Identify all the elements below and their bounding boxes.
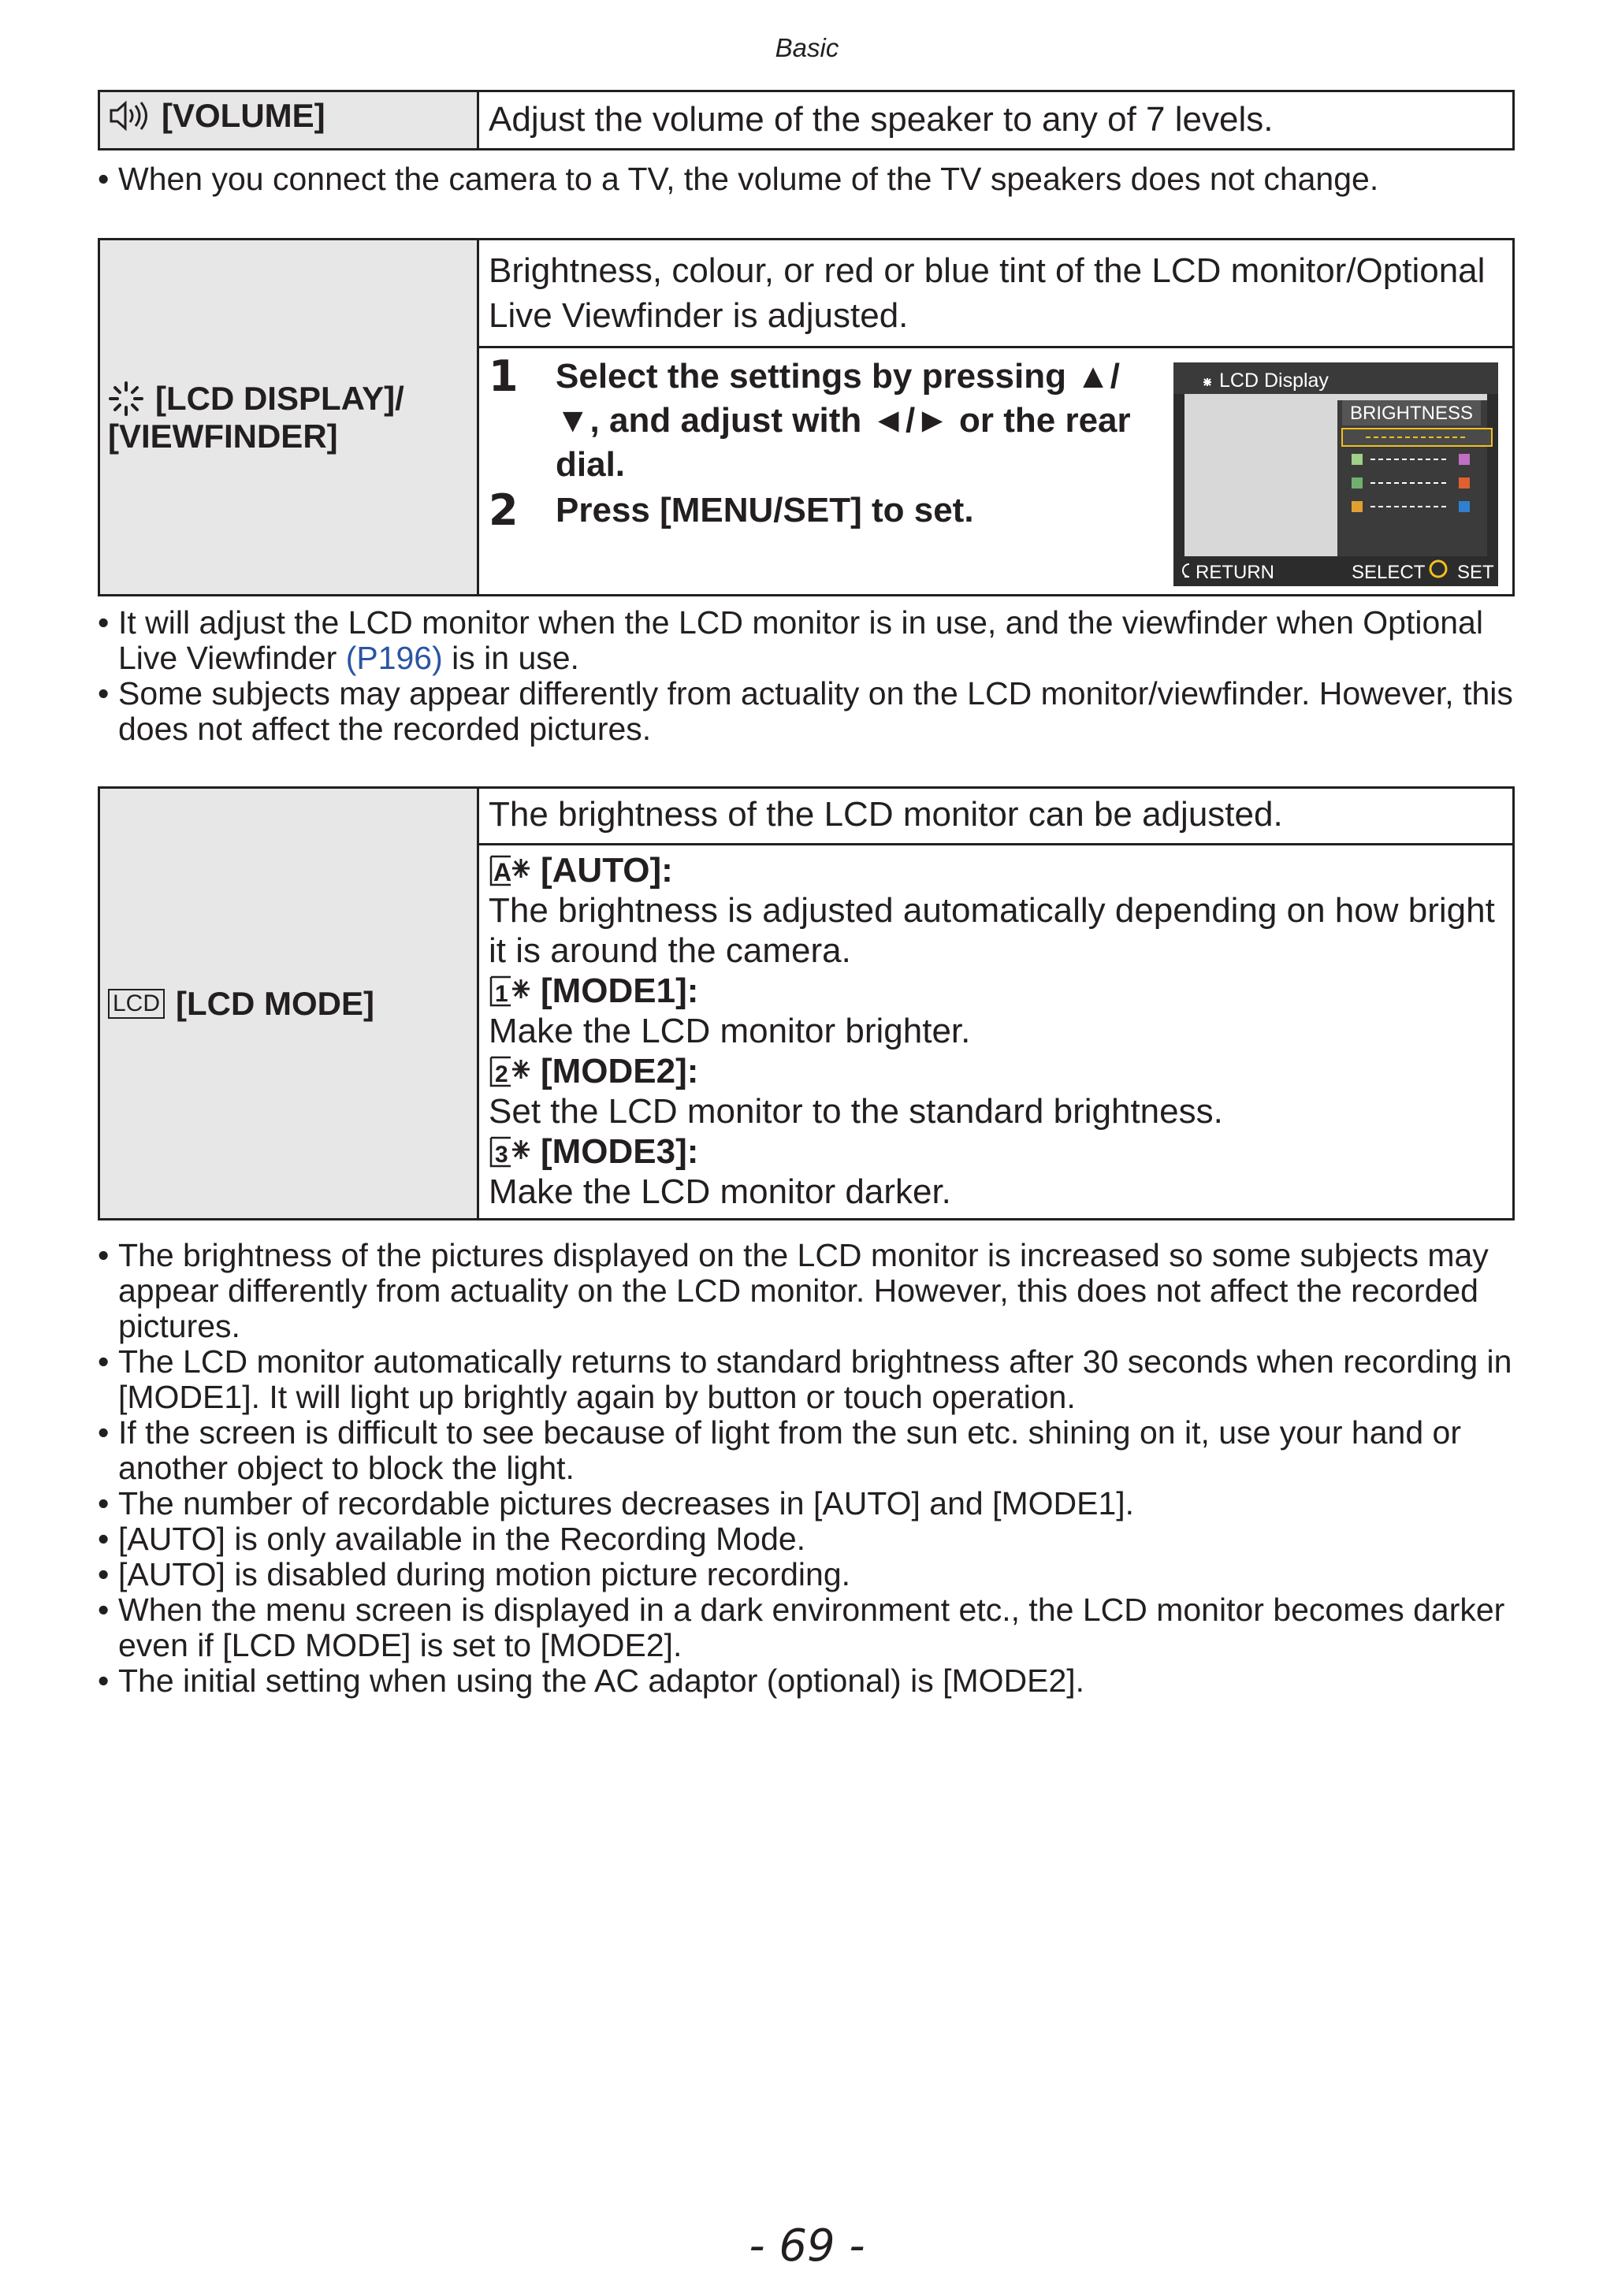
lcd-mode-note: • The number of recordable pictures decreases in [AUTO] and [MODE1]. <box>98 1486 1524 1521</box>
note-text: is in use. <box>442 640 579 676</box>
screen-tab: BRIGHTNESS <box>1349 403 1474 424</box>
svg-text:3: 3 <box>495 1141 508 1168</box>
volume-note: • When you connect the camera to a TV, the volume of the TV speakers does not change. <box>98 162 1524 197</box>
lcd-display-steps-cell <box>478 347 1514 596</box>
screen-title: LCD Display <box>1219 370 1329 392</box>
mode3-brightness-icon <box>489 1135 533 1168</box>
lcd-mode-note: • The LCD monitor automatically returns to standard brightness after 30 seconds when recording in [MODE1]. It will light up brightly again by button or touch operation. <box>98 1344 1524 1415</box>
auto-brightness-icon <box>489 854 533 887</box>
lcd-display-table <box>98 238 1515 596</box>
screen-return-label: RETURN <box>1196 562 1274 583</box>
lcd-display-note <box>98 605 1524 676</box>
step-text: Select the settings by pressing ▲/▼, and adjust with ◄/► or the rear dial. <box>556 357 1131 484</box>
step-text: Press [MENU/SET] to set. <box>556 491 974 529</box>
step-number: 2 <box>489 485 519 535</box>
volume-label-cell <box>99 91 478 150</box>
lcd-mode-label: [LCD MODE] <box>176 984 374 1022</box>
lcd-mode-options-cell <box>478 845 1514 1220</box>
mode-3 <box>489 1131 1503 1212</box>
mode-auto-text: The brightness is adjusted automatically depending on how bright it is around the camera. <box>489 891 1495 970</box>
lcd-mode-note: • [AUTO] is only available in the Recording Mode. <box>98 1521 1524 1557</box>
mode2-brightness-icon <box>489 1055 533 1088</box>
lcd-mode-note: • The initial setting when using the AC adaptor (optional) is [MODE2]. <box>98 1663 1524 1699</box>
mode-3-title: [MODE3]: <box>541 1132 699 1171</box>
lcd-mode-note: • When the menu screen is displayed in a dark environment etc., the LCD monitor becomes darker even if [LCD MODE] is set to [MODE2]. <box>98 1592 1524 1663</box>
screen-set-label: SET <box>1457 562 1494 583</box>
camera-screen-graphic <box>1173 362 1498 586</box>
mode-2-text: Set the LCD monitor to the standard brightness. <box>489 1092 1223 1131</box>
note-text: It will adjust the LCD monitor when the LCD monitor is in use, and the viewfinder when Optional Live Viewfinder <box>118 604 1483 676</box>
page-number: - 69 - <box>749 2220 865 2272</box>
volume-label: [VOLUME] <box>162 97 325 134</box>
lcd-display-description: Brightness, colour, or red or blue tint of the LCD monitor/Optional Live Viewfinder is adjusted. <box>478 240 1514 347</box>
mode-auto <box>489 850 1503 971</box>
lcd-mode-description: The brightness of the LCD monitor can be adjusted. <box>478 788 1514 845</box>
lcd-display-notes <box>98 605 1524 747</box>
volume-notes <box>98 162 1524 197</box>
svg-text:2: 2 <box>495 1061 508 1087</box>
page-link-p196[interactable]: (P196) <box>345 640 443 676</box>
lcd-icon: LCD <box>108 989 165 1019</box>
brightness-icon <box>108 381 144 417</box>
lcd-display-label-line2: [VIEWFINDER] <box>108 417 338 455</box>
lcd-mode-label-cell <box>99 788 478 1220</box>
svg-text:A: A <box>493 857 512 886</box>
volume-description: Adjust the volume of the speaker to any of 7 levels. <box>478 91 1514 150</box>
lcd-display-note: • Some subjects may appear differently from actuality on the LCD monitor/viewfinder. However, this does not affect the recorded pictures. <box>98 676 1524 747</box>
lcd-mode-note: • The brightness of the pictures displayed on the LCD monitor is increased so some subjects may appear differently from actuality on the LCD monitor. However, this does not affect the recorded pictures. <box>98 1238 1524 1344</box>
lcd-mode-notes <box>98 1238 1524 1699</box>
step-2 <box>489 485 1131 535</box>
speaker-icon <box>108 100 154 132</box>
mode-1-title: [MODE1]: <box>541 972 699 1010</box>
mode-1 <box>489 971 1503 1051</box>
mode-auto-title: [AUTO]: <box>541 851 673 890</box>
step-1 <box>489 351 1131 487</box>
section-header: Basic <box>775 33 839 62</box>
lcd-display-label-cell <box>99 240 478 596</box>
lcd-mode-note: • [AUTO] is disabled during motion picture recording. <box>98 1557 1524 1592</box>
mode-1-text: Make the LCD monitor brighter. <box>489 1012 971 1050</box>
mode-2-title: [MODE2]: <box>541 1052 699 1090</box>
camera-screen-preview <box>1173 362 1498 586</box>
lcd-mode-table <box>98 786 1515 1220</box>
screen-select-label: SELECT <box>1352 562 1426 583</box>
step-number: 1 <box>489 351 519 401</box>
mode-2 <box>489 1051 1503 1131</box>
lcd-mode-note: • If the screen is difficult to see because of light from the sun etc. shining on it, use your hand or another object to block the light. <box>98 1415 1524 1486</box>
volume-table <box>98 90 1515 150</box>
lcd-display-steps <box>489 351 1131 535</box>
mode1-brightness-icon <box>489 975 533 1008</box>
svg-text:1: 1 <box>495 980 508 1007</box>
lcd-display-label-line1: [LCD DISPLAY]/ <box>155 379 404 417</box>
mode-3-text: Make the LCD monitor darker. <box>489 1172 951 1211</box>
